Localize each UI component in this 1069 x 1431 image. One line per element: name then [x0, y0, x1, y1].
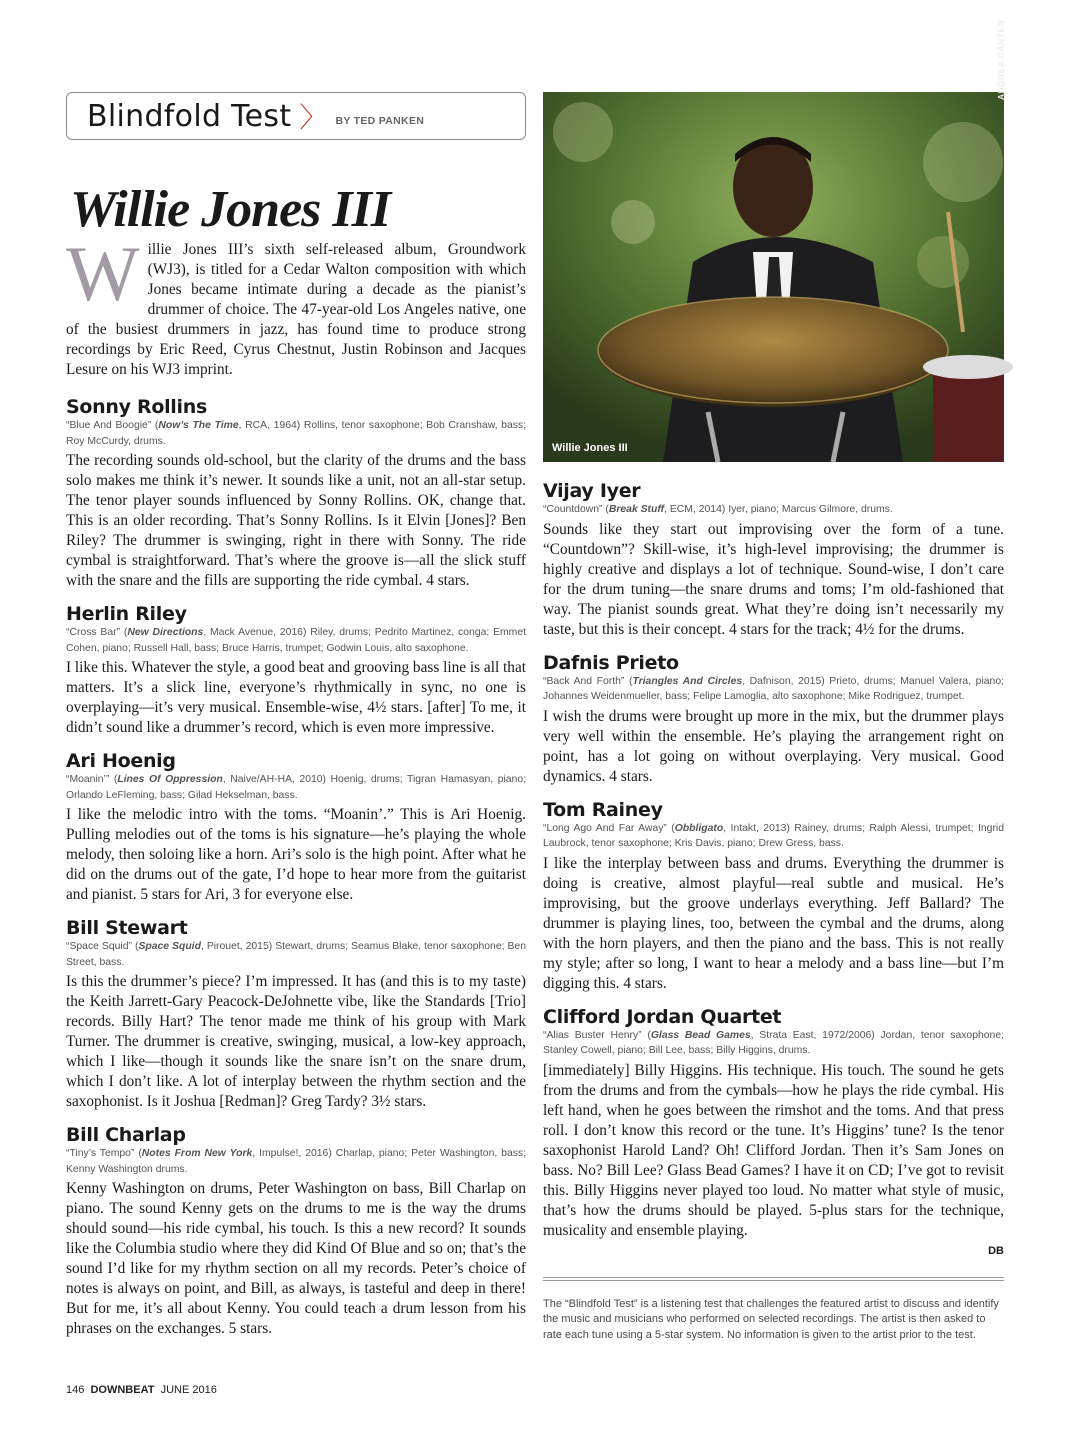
track-title: “Countdown” ( [543, 504, 609, 515]
right-entries [543, 480, 1004, 1257]
album-title: Now’s The Time [158, 420, 239, 431]
artist-name: Clifford Jordan Quartet [543, 1005, 782, 1028]
review-entry [543, 799, 1004, 994]
chevron-right-icon: 〉 [299, 101, 328, 134]
album-title: New Directions [127, 627, 204, 638]
right-column [543, 19, 1006, 1343]
album-title: Lines Of Oppression [117, 774, 223, 785]
review-entry [66, 603, 526, 738]
artist-photo [543, 19, 1006, 462]
artist-name: Ari Hoenig [66, 750, 176, 772]
track-title: “Long Ago And Far Away” ( [543, 822, 675, 834]
recording-credit [66, 625, 526, 656]
track-title: “Blue And Boogie” ( [66, 420, 159, 431]
review-text: I like this. Whatever the style, a good beat and grooving bass line is all that matters. It’s a slick line, everyone’s rhythmically in sync, no one is overplaying—it’s very musical. Ensemble-wise, 4½ stars. [after] To me, it didn’t sound like a drummer’s record, which is even more impressive. [66, 659, 526, 736]
personnel: , Impulse!, 2016) Charlap, piano; Peter Washington, bass; Kenny Washington drums. [66, 1148, 527, 1175]
track-title: “Moanin’” ( [66, 774, 118, 785]
review-text: Is this the drummer’s piece? I’m impressed. It has (and this is to my taste) the Keith Jarrett-Gary Peacock-DeJohnette vibe, like the Standards [Trio] records. Billy Hart? The tenor made me think of his group with Mark Turner. The drummer is creative, swinging, musical, a low-key approach, which I like—though it sounds like the snare isn’t on the snare drum, which I don’t like. A lot of interplay between the rhythm section and the saxophonist. Is it Joshua [Redman]? Greg Tardy? 3½ stars. [66, 973, 526, 1110]
end-mark: DB [988, 1244, 1004, 1257]
review-text: Sounds like they start out improvising over the form of a tune. “Countdown”? Skill-wise, it’s high-level improvising; the drummer is highly creative and displays a lot of technique. Sound-wise, I don’t care for the drum tuning—the snare drums and toms; I’m old-fashioned that way. The pianist sounds great. What they’re doing isn’t necessarily my taste, but this is their concept. 4 stars for the track; 4½ for the drums. [543, 520, 1004, 638]
article-intro [66, 230, 526, 380]
section-header [66, 92, 526, 140]
footnote: The “Blindfold Test” is a listening test that challenges the featured artist to discuss and identify the music and musicians who performed on selected recordings. The artist is then asked to rate each tune using a 5-star system. No information is given to the artist prior to the test. [543, 1297, 999, 1341]
review-text: The recording sounds old-school, but the clarity of the drums and the bass solo makes me think it’s newer. It sounds like a unit, not an all-star setup. The tenor player sounds influenced by Sonny Rollins. OK, change that. This is an older recording. That’s Sonny Rollins. Is it Elvin [Jones]? Ben Riley? The drummer is swinging, right in there with Sonny. The ride cymbal is straightforward. That’s where the groove is—all the slick stuff with the snare and the fills are supporting the ride cymbal. 4 stars. [66, 452, 526, 589]
artist-name: Dafnis Prieto [543, 651, 679, 674]
review-entry [66, 917, 526, 1112]
left-column [66, 92, 526, 1339]
personnel: , Mack Avenue, 2016) Riley, drums; Pedrito Martinez, conga; Emmet Cohen, piano; Russell Hall, bass; Bruce Harris, trumpet; Godwin Louis, alto saxophone. [66, 627, 526, 654]
personnel: , ECM, 2014) Iyer, piano; Marcus Gilmore, drums. [664, 504, 893, 515]
track-title: “Space Squid” ( [66, 941, 139, 952]
review-text: [immediately] Billy Higgins. His technique. His touch. The sound he gets from the drums and from the cymbals—how he plays the ride cymbal. His left hand, when he goes between the rimshot and the toms. And that press roll. I don’t know this record or the tune. It’s Higgins’ tune? Is the tenor saxophonist Harold Land? Oh! Clifford Jordan. Then it’s Sam Jones on bass. No? Bill Lee? Glass Bead Games? I have it on CD; I’ve got to revisit this. Billy Higgins never played too loud. No matter what style of music, that’s how the drums should be played. 5-plus stars for the technique, musicality and ensemble playing. [543, 1061, 1004, 1239]
personnel: , Strata East, 1972/2006) Jordan, tenor saxophone; Stanley Cowell, piano; Bill Lee, bass; Billy Higgins, drums. [543, 1029, 1004, 1056]
artist-name: Bill Stewart [66, 917, 188, 939]
review-text: I wish the drums were brought up more in the mix, but the drummer plays very well within the ensemble. He’s playing the arrangement right on point, has a lot going on without overplaying. Very musical. Good dynamics. 4 stars. [543, 707, 1004, 785]
artist-name: Herlin Riley [66, 603, 187, 625]
footnote-divider [543, 1277, 1004, 1281]
recording-credit [66, 1146, 526, 1177]
page-number: 146 [66, 1384, 85, 1396]
article-title: Willie Jones III [70, 181, 391, 238]
photo-credit: ANDREA CANTER [996, 19, 1006, 100]
artist-name: Bill Charlap [66, 1124, 186, 1146]
left-entries [66, 396, 526, 1339]
artist-name: Tom Rainey [543, 798, 663, 821]
page-folio [66, 1384, 217, 1396]
review-entry [543, 480, 1004, 640]
album-title: Notes From New York [141, 1148, 253, 1159]
recording-credit [543, 674, 1004, 705]
review-entry [66, 1124, 526, 1339]
artist-name: Sonny Rollins [66, 396, 207, 418]
personnel: , Pirouet, 2015) Stewart, drums; Seamus Blake, tenor saxophone; Ben Street, bass. [66, 941, 526, 968]
drummer-photo-illustration [543, 92, 1004, 462]
issue-date: JUNE 2016 [160, 1384, 217, 1396]
recording-credit [543, 821, 1004, 852]
artist-name: Vijay Iyer [543, 480, 641, 502]
review-text: I like the interplay between bass and drums. Everything the drummer is doing is creative, almost playful—real subtle and musical. He’s improvising, but the groove underlays everything. Jeff Ballard? The drummer is playing lines, too, between the cymbal and the drums, along with the horn players, and then the piano and the bass. This is not really my style; after so long, I want to hear a melody and a bass line—but I’m digging this. 4 stars. [543, 854, 1004, 992]
review-entry [66, 396, 526, 591]
review-entry [66, 750, 526, 905]
recording-credit [66, 939, 526, 970]
track-title: “Tiny’s Tempo” ( [66, 1148, 142, 1159]
magazine-name: DOWNBEAT [90, 1384, 155, 1396]
section-title: Blindfold Test [87, 98, 292, 134]
personnel: , Intakt, 2013) Rainey, drums; Ralph Alessi, trumpet; Ingrid Laubrock, tenor saxophone; Kris Davis, piano; Drew Gress, bass. [543, 822, 1004, 849]
recording-credit [66, 418, 526, 449]
track-title: “Cross Bar” ( [66, 627, 128, 638]
album-title: Obbligato [674, 822, 724, 834]
photo-caption: Willie Jones III [552, 442, 628, 454]
review-text: I like the melodic intro with the toms. “Moanin’.” This is Ari Hoenig. Pulling melodies out of the toms is his signature—he’s playing the whole melody, then soloing like a horn. Ari’s solo is the high point. After what he did on the drums out of the gate, I’d hope to hear more from the guitarist and pianist. 5 stars for Ari, 3 for everyone else. [66, 806, 526, 903]
track-title: “Alias Buster Henry” ( [543, 1029, 651, 1041]
personnel: , Dafnison, 2015) Prieto, drums; Manuel Valera, piano; Johannes Weidenmueller, bass; Felipe Lamoglia, alto saxophone; Mike Rodriguez, trumpet. [543, 675, 1004, 702]
album-title: Glass Bead Games [650, 1029, 751, 1041]
album-title: Space Squid [138, 941, 201, 952]
review-text: Kenny Washington on drums, Peter Washington on bass, Bill Charlap on piano. The sound Kenny gets on the drums to me is the way the drums should sound—his ride cymbal, his touch. Is this a new record? It sounds like the Columbia studio where they did Kind Of Blue and so on; that’s the sound I’d like for my rhythm section on all my records. Peter’s choice of notes is always on point, and Bill, as always, is tasteful and deep in there! But for me, it’s all about Kenny. You could teach a drum lesson from his phrases on the exchanges. 5 stars. [66, 1180, 526, 1337]
intro-text: illie Jones III’s sixth self-released album, Groundwork (WJ3), is titled for a Cedar Walton composition with which Jones became intimate during a decade as the pianist’s drummer of choice. The 47-year-old Los Angeles native, one of the busiest drummers in jazz, has found time to produce strong recordings by Eric Reed, Cyrus Chestnut, Justin Robinson and Jacques Lesure on his WJ3 imprint. [66, 241, 526, 378]
recording-credit [543, 502, 1004, 518]
personnel: , RCA, 1964) Rollins, tenor saxophone; Bob Cranshaw, bass; Roy McCurdy, drums. [66, 420, 526, 447]
review-entry [543, 1006, 1004, 1257]
byline: BY TED PANKEN [335, 115, 425, 127]
track-title: “Back And Forth” ( [543, 675, 633, 687]
album-title: Triangles And Circles [632, 675, 743, 687]
drop-cap: W [66, 230, 140, 317]
recording-credit [543, 1028, 1004, 1059]
personnel: , Naive/AH-HA, 2010) Hoenig, drums; Tigran Hamasyan, piano; Orlando LeFleming, bass; Gilad Hekselman, bass. [66, 774, 526, 801]
album-title: Break Stuff [608, 504, 665, 515]
recording-credit [66, 772, 526, 803]
review-entry [543, 652, 1004, 787]
